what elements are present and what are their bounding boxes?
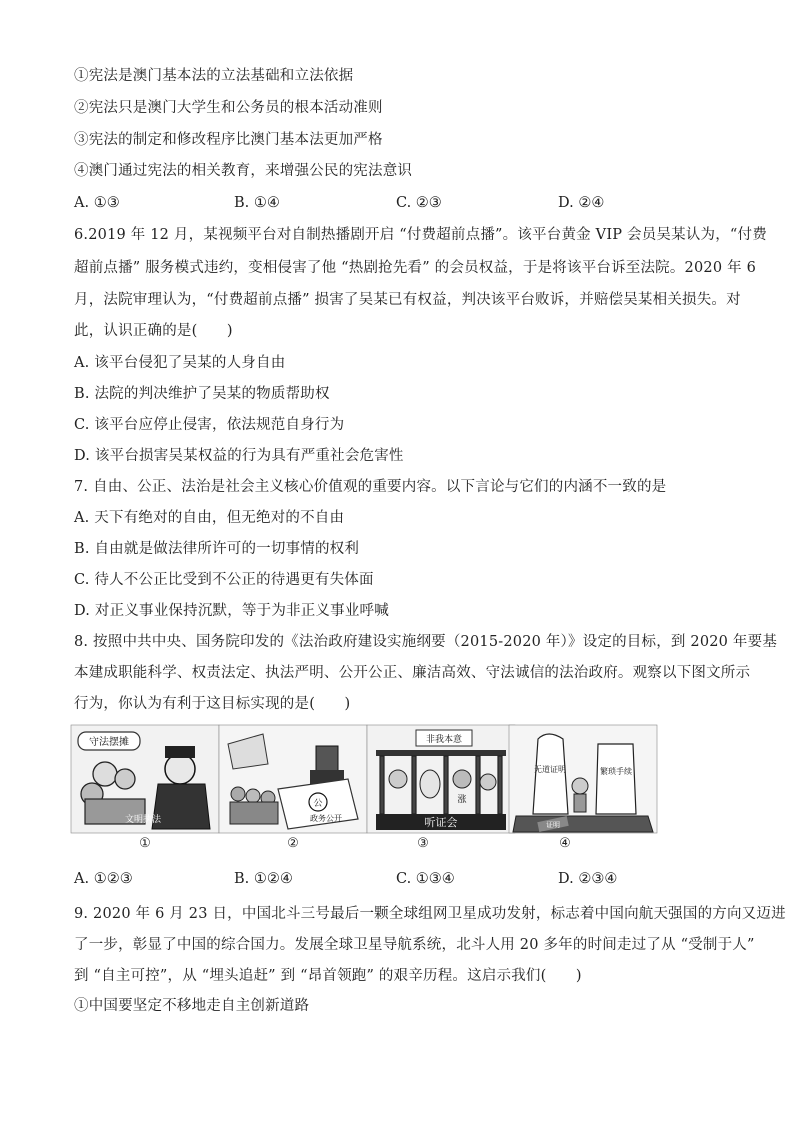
fig4-certificate-text: 证明	[546, 821, 560, 829]
q8-options	[74, 869, 714, 889]
q8-figure-2-number: ②	[287, 836, 299, 851]
fig3-sign-text: 非我本意	[425, 735, 463, 745]
q7-option-a[interactable]: A. 天下有绝对的自由，但无绝对的不自由	[74, 510, 345, 526]
q8-stem-line-2: 本建成职能科学、权责法定、执法严明、公开公正、廉洁高效、守法诚信的法治政府。观察以下图文所示	[74, 665, 751, 681]
fig1-banner-text: 文明执法	[125, 815, 162, 825]
fig4-procedures-text: 繁琐手续	[600, 767, 632, 776]
q9-stem-line-2: 了一步，彰显了中国的综合国力。发展全球卫星导航系统，北斗人用 20 多年的时间走过了从 “受制于人”	[74, 937, 755, 953]
q8-figure-4-number: ④	[559, 836, 571, 851]
cartoon-public-affairs-image	[218, 724, 368, 834]
fig1-sign-text: 守法摆摊	[89, 737, 129, 748]
q9-statement-1: ①中国要坚定不移地走自主创新道路	[74, 998, 310, 1014]
q5-option-b[interactable]: B. ①④	[234, 195, 280, 211]
q6-stem-line-2: 超前点播” 服务模式违约，变相侵害了他 “热剧抢先看” 的会员权益，于是将该平台诉至法院。2020 年 6	[74, 260, 757, 276]
fig4-tomb-text: 无道证明	[534, 765, 566, 774]
q7-option-b[interactable]: B. 自由就是做法律所许可的一切事情的权利	[74, 541, 360, 557]
q7-option-d[interactable]: D. 对正义事业保持沉默，等于为非正义事业呼喊	[74, 603, 389, 619]
q8-figure-1-number: ①	[139, 836, 151, 851]
q6-stem-line-3: 月，法院审理认为，“付费超前点播” 损害了吴某已有权益，判决该平台败诉，并赔偿吴某相关损失。对	[74, 292, 741, 308]
q5-option-a[interactable]: A. ①③	[74, 195, 120, 211]
fig3-rise-text: 涨	[457, 795, 467, 805]
cartoon-law-enforcement-image	[70, 724, 220, 834]
q8-figure-4	[508, 724, 658, 834]
q5-options	[74, 193, 714, 213]
q8-option-d[interactable]: D. ②③④	[558, 871, 618, 887]
q5-option-d[interactable]: D. ②④	[558, 195, 605, 211]
q6-option-d[interactable]: D. 该平台损害吴某权益的行为具有严重社会危害性	[74, 448, 404, 464]
q8-option-a[interactable]: A. ①②③	[74, 871, 133, 887]
q8-figure-3-number: ③	[417, 836, 429, 851]
q8-stem-line-1: 8. 按照中共中央、国务院印发的《法治政府建设实施纲要（2015-2020 年）》设定的目标，到 2020 年要基	[74, 634, 778, 650]
fig2-doc-text: 政务公开	[310, 814, 342, 823]
cartoon-certificates-image	[508, 724, 658, 834]
q6-option-b[interactable]: B. 法院的判决维护了吴某的物质帮助权	[74, 386, 330, 402]
q5-statement-2: ②宪法只是澳门大学生和公务员的根本活动准则	[74, 100, 383, 116]
q9-stem-line-1: 9. 2020 年 6 月 23 日，中国北斗三号最后一颗全球组网卫星成功发射，标志着中国向航天强国的方向又迈进	[74, 906, 786, 922]
q9-stem-line-3: 到 “自主可控”，从 “埋头追赶” 到 “昂首领跑” 的艰辛历程。这启示我们( )	[74, 968, 582, 984]
cartoon-hearing-image	[366, 724, 516, 834]
q7-stem: 7. 自由、公正、法治是社会主义核心价值观的重要内容。以下言论与它们的内涵不一致的是	[74, 479, 667, 495]
q8-option-c[interactable]: C. ①③④	[396, 871, 455, 887]
fig3-hearing-text: 听证会	[424, 816, 458, 829]
q8-figure-2	[218, 724, 368, 834]
q6-option-a[interactable]: A. 该平台侵犯了吴某的人身自由	[74, 355, 286, 371]
q8-option-b[interactable]: B. ①②④	[234, 871, 293, 887]
q5-statement-3: ③宪法的制定和修改程序比澳门基本法更加严格	[74, 132, 383, 148]
q6-stem-line-4: 此，认识正确的是( )	[74, 323, 233, 339]
q8-figure-1	[70, 724, 220, 834]
q5-statement-1: ①宪法是澳门基本法的立法基础和立法依据	[74, 68, 354, 84]
q5-option-c[interactable]: C. ②③	[396, 195, 442, 211]
q6-stem-line-1: 6.2019 年 12 月，某视频平台对自制热播剧开启 “付费超前点播”。该平台黄金 VIP 会员吴某认为，“付费	[74, 227, 767, 243]
q7-option-c[interactable]: C. 待人不公正比受到不公正的待遇更有失体面	[74, 572, 374, 588]
fig2-seal-text: 公	[313, 799, 323, 809]
q8-stem-line-3: 行为，你认为有利于这目标实现的是( )	[74, 696, 351, 712]
q6-option-c[interactable]: C. 该平台应停止侵害，依法规范自身行为	[74, 417, 345, 433]
q5-statement-4: ④澳门通过宪法的相关教育，来增强公民的宪法意识	[74, 163, 413, 179]
q8-figure-3	[366, 724, 516, 834]
